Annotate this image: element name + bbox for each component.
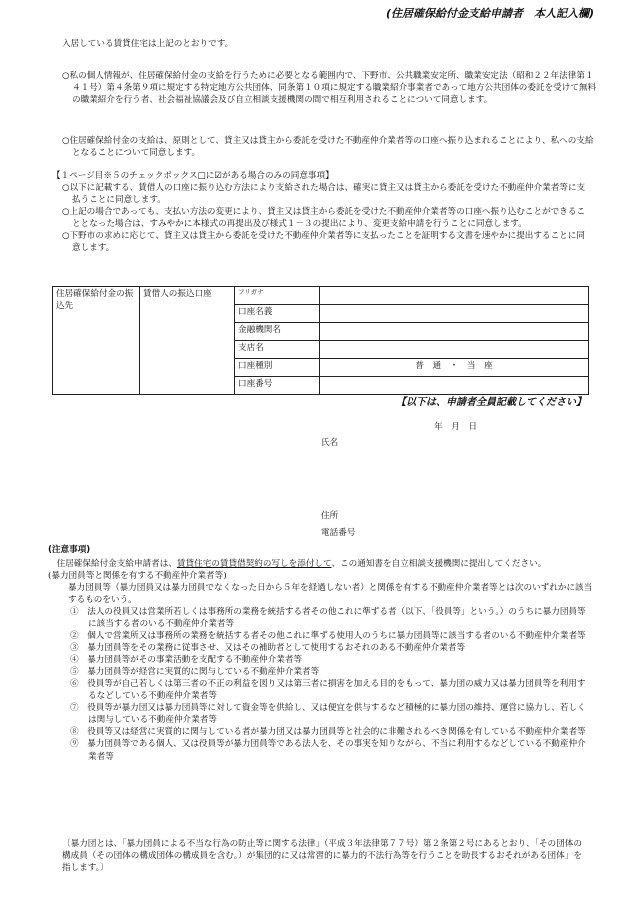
lease-copy-requirement: 賃貸住宅の賃貸借契約の写しを添付して [176, 559, 332, 569]
list-item: ⑨ 暴力団員等である個人、又は役員等が暴力団員等である法人を、その事実を知りながら、不当に利用するなどしている不動産仲介業者等 [70, 739, 586, 762]
notes-intro: 住居確保給付金支給申請者は、賃貸住宅の賃貸借契約の写しを添付して、この通知書を自立相談支援機関に提出してください。 [48, 559, 547, 569]
name-label: 氏名 [321, 438, 339, 448]
date-field[interactable]: 年 月 日 [434, 422, 477, 432]
conditional-consent-heading: 【１ページ目※５のチェックボックス□に☑がある場合のみの同意事項】 [52, 171, 334, 181]
notes-section-title: (暴力団員等と関係を有する不動産仲介業者等) [48, 571, 227, 582]
account-number-field[interactable] [320, 377, 589, 395]
account-type-label: 口座種別 [235, 359, 320, 377]
tenant-account-label: 賃借人の振込口座 [140, 287, 235, 395]
list-item: ② 個人で営業所又は事務所の業務を統括する者その他これに準ずる使用人のうちに暴力団員等に該当する者のいる不動産仲介業者等 [70, 631, 586, 642]
account-holder-field[interactable] [320, 305, 589, 323]
bank-name-label: 金融機関名 [235, 323, 320, 341]
account-holder-label: 口座名義 [235, 305, 320, 323]
account-number-label: 口座番号 [235, 377, 320, 395]
notes-heading: (注意事項) [48, 545, 91, 555]
bank-account-table [52, 286, 589, 395]
gang-definition-note: 〔暴力団とは、「暴力団員による不当な行為の防止等に関する法律」（平成３年法律第７７号）第２条第２号にあるとおり、「その団体の構成員（その団体の構成団体の構成員を含む。）が集団的に又は常習的に暴力的不法行為等を行うことを助長するおそれがある団体」を指します。〕 [62, 839, 582, 874]
list-item: ⑦ 役員等が暴力団又は暴力団員等に対して資金等を供給し、又は便宜を供与するなど積極的に暴力団の維持、運営に協力し、若しくは関与している不動産仲介業者等 [70, 703, 586, 726]
account-type-options[interactable]: 普 通 ・ 当 座 [320, 359, 589, 377]
consent-privacy: ○私の個人情報が、住居確保給付金の支給を行うために必要となる範囲内で、下野市、公共職業安定所、職業安定法（昭和２２年法律第１４１号）第４条第９項に規定する特定地方公共団体、同条第１０項に規定する職業紹介事業者であって地方公共団体の委託を受けて無料の職業紹介を行う者、社会福祉協議会及び自立相談支援機関の間で相互利用されることについて同意します。 [62, 71, 597, 106]
conditional-consent-item: ○下野市の求めに応じて、貸主又は貸主から委託を受けた不動産仲介業者等に支払ったことを証明する文書を速やかに提出することに同意します。 [62, 231, 585, 254]
address-label: 住所 [321, 511, 339, 521]
furigana-label: フリガナ [235, 287, 320, 305]
notes-item-list [48, 606, 593, 762]
notes-body [48, 558, 593, 763]
intro-text: 入居している賃貸住宅は上記のとおりです。 [62, 39, 234, 49]
list-item: ⑤ 暴力団員等が経営に実質的に関与している不動産仲介業者等 [70, 667, 320, 678]
consent-payment: ○住居確保給付金の支給は、原則として、貸主又は貸主から委託を受けた不動産仲介業者等の口座へ振り込まれることにより、私への支給となることについて同意します。 [62, 136, 594, 159]
list-item: ③ 暴力団員等をその業務に従事させ、又はその補助者として使用するおそれのある不動産仲介業者等 [70, 643, 466, 654]
bank-name-field[interactable] [320, 323, 589, 341]
list-item: ① 法人の役員又は営業所若しくは事務所の業務を統括する者その他これに準ずる者（以下、「役員等」という。）のうちに暴力団員等に該当する者のいる不動産仲介業者等 [70, 607, 586, 630]
branch-name-label: 支店名 [235, 341, 320, 359]
furigana-field[interactable] [320, 287, 589, 305]
all-applicants-note: 【以下は、申請者全員記載してください】 [396, 397, 586, 408]
transfer-destination-label: 住居確保給付金の振込先 [53, 287, 140, 395]
list-item: ⑥ 役員等が自己若しくは第三者の不正の利益を図り又は第三者に損害を加える目的をもって、暴力団の威力又は暴力団員等を利用するなどしている不動産仲介業者等 [70, 679, 586, 702]
section-header: (住居確保給付金支給申請者 本人記入欄) [385, 7, 594, 20]
conditional-consent-list [62, 182, 592, 254]
notes-section-body: 暴力団員等（暴力団員又は暴力団員でなくなった日から５年を経過しない者）と関係を有する不動産仲介業者等とは次のいずれかに該当するものをいう。 [68, 583, 593, 606]
conditional-consent-item: ○上記の場合であっても、支払い方法の変更により、貸主又は貸主から委託を受けた不動産仲介業者等の口座へ振り込むことができることとなった場合は、すみやかに本様式の再提出及び様式１－３の提出により、変更支給申請を行うことに同意します。 [62, 207, 586, 230]
branch-name-field[interactable] [320, 341, 589, 359]
phone-label: 電話番号 [321, 528, 356, 538]
conditional-consent-item: ○以下に記載する、賃借人の口座に振り込む方法により支給された場合は、確実に貸主又は貸主から委託を受けた不動産仲介業者等に支払うことに同意します。 [62, 183, 586, 206]
list-item: ⑧ 役員等又は経営に実質的に関与している者が暴力団又は暴力団員等と社会的に非難されるべき関係を有している不動産仲介業者等 [70, 727, 586, 738]
list-item: ④ 暴力団員等がその事業活動を支配する不動産仲介業者等 [70, 655, 303, 666]
